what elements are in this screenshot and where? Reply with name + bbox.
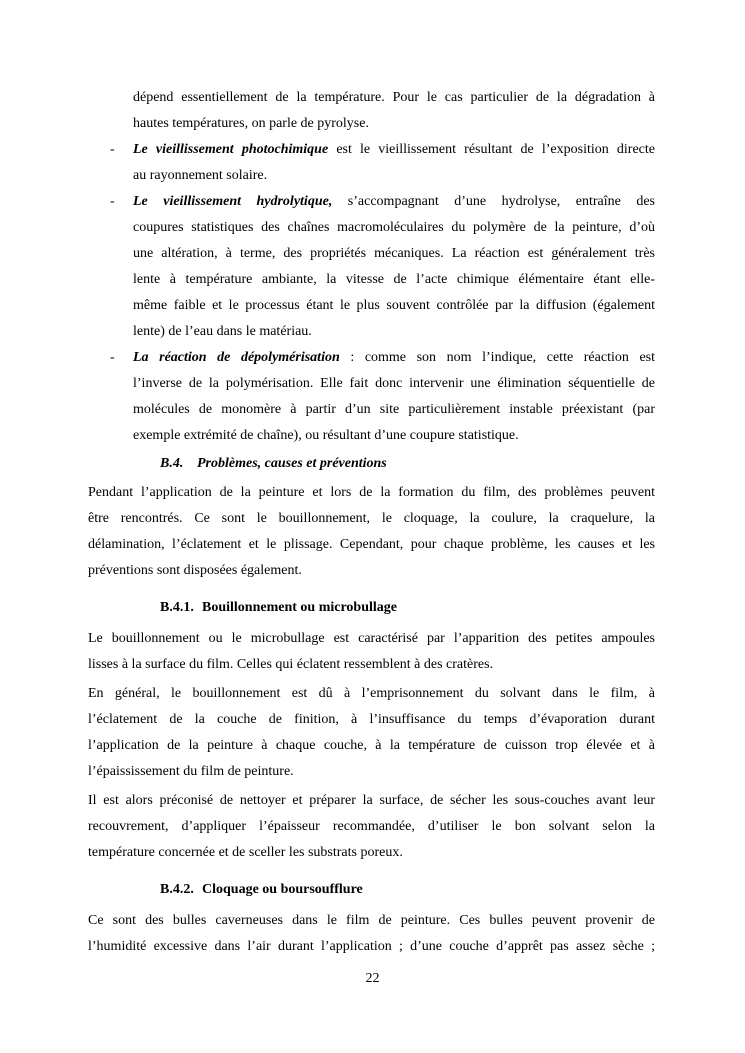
text-line: l’humidité excessive dans l’air durant l’application ; d’une couche d’apprêt pas assez sèche ; <box>88 939 655 954</box>
page-number: 22 <box>365 971 380 986</box>
section-heading <box>160 455 387 473</box>
bullet-first-line <box>133 141 655 159</box>
text-line: lisses à la surface du film. Celles qui éclatent ressemblent à des cratères. <box>88 657 494 672</box>
text-line: Ce sont des bulles caverneuses dans le film de peinture. Ces bulles peuvent provenir de <box>88 913 655 928</box>
text-line: l’épaississement du film de peinture. <box>88 764 294 779</box>
subsection-number: B.4.2. <box>160 882 194 897</box>
text-line: préventions sont disposées également. <box>88 563 302 578</box>
bullet-first-line <box>133 193 655 211</box>
text-line: molécules de monomère à partir d’un site particulièrement instable préexistant (par <box>133 402 655 417</box>
text-line: être rencontrés. Ce sont le bouillonnement, le cloquage, la coulure, la craquelure, la <box>88 511 655 526</box>
bullet-dash: - <box>110 194 115 209</box>
bullet-dash: - <box>110 142 115 157</box>
text-line: hautes températures, on parle de pyrolyse. <box>133 116 369 131</box>
section-title: Problèmes, causes et préventions <box>197 456 387 471</box>
text-line: l’application de la peinture à chaque couche, à la température de cuisson trop élevée et à <box>88 738 655 753</box>
bullet-first-line <box>133 349 655 367</box>
subsection-title: Cloquage ou boursoufflure <box>202 882 363 897</box>
text-line: Il est alors préconisé de nettoyer et préparer la surface, de sécher les sous-couches avant leur <box>88 793 655 808</box>
subsection-heading <box>160 599 397 617</box>
subsection-number: B.4.1. <box>160 600 194 615</box>
text-line: Pendant l’application de la peinture et lors de la formation du film, des problèmes peuvent <box>88 485 655 500</box>
bullet-dash: - <box>110 350 115 365</box>
text-line: température concernée et de sceller les substrats poreux. <box>88 845 403 860</box>
text-line: exemple extrémité de chaîne), ou résultant d’une coupure statistique. <box>133 428 519 443</box>
text-line: l’inverse de la polymérisation. Elle fait donc intervenir une élimination séquentielle de <box>133 376 655 391</box>
text-line: une altération, à terme, des propriétés mécaniques. La réaction est généralement très <box>133 246 655 261</box>
bullet-text: s’accompagnant d’une hydrolyse, entraîne des <box>332 194 655 209</box>
subsection-heading <box>160 881 363 899</box>
text-line: lente à température ambiante, la vitesse de l’acte chimique élémentaire étant elle- <box>133 272 655 287</box>
text-line: recouvrement, d’appliquer l’épaisseur recommandée, d’utiliser le bon solvant selon la <box>88 819 655 834</box>
text-line: lente) de l’eau dans le matériau. <box>133 324 312 339</box>
bullet-text: est le vieillissement résultant de l’exposition directe <box>328 142 655 157</box>
text-line: dépend essentiellement de la température. Pour le cas particulier de la dégradation à <box>133 90 655 105</box>
text-line: délamination, l’éclatement et le plissage. Cependant, pour chaque problème, les causes et les <box>88 537 655 552</box>
text-line: En général, le bouillonnement est dû à l’emprisonnement du solvant dans le film, à <box>88 686 655 701</box>
bullet-term: Le vieillissement hydrolytique, <box>133 194 333 209</box>
text-line: Le bouillonnement ou le microbullage est caractérisé par l’apparition des petites ampoules <box>88 631 655 646</box>
bullet-term: La réaction de dépolymérisation <box>133 350 340 365</box>
text-line: coupures statistiques des chaînes macromoléculaires du polymère de la peinture, d’où <box>133 220 655 235</box>
text-line: même faible et le processus étant le plus souvent contrôlée par la diffusion (également <box>133 298 655 313</box>
subsection-title: Bouillonnement ou microbullage <box>202 600 397 615</box>
bullet-term: Le vieillissement photochimique <box>133 142 329 157</box>
text-line: au rayonnement solaire. <box>133 168 268 183</box>
text-line: l’éclatement de la couche de finition, à l’insuffisance du temps d’évaporation durant <box>88 712 655 727</box>
section-number: B.4. <box>160 456 184 471</box>
bullet-text: : comme son nom l’indique, cette réaction est <box>339 350 655 365</box>
